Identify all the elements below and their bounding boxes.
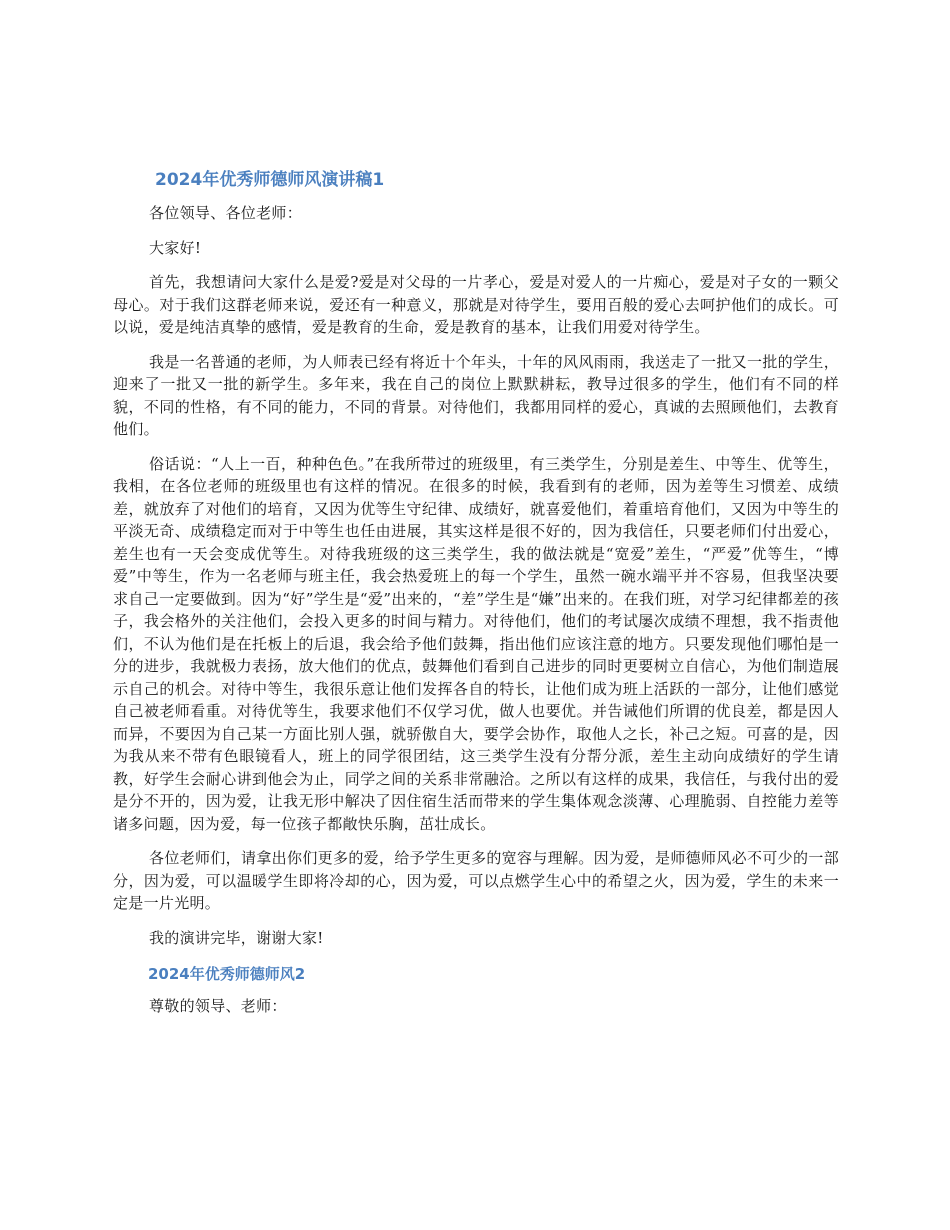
greeting: 各位领导、各位老师： [149, 204, 303, 222]
heading-speech-1: 2024年优秀师德师风演讲稿1 [155, 170, 385, 190]
closing-line: 我的演讲完毕，谢谢大家! [149, 928, 324, 947]
paragraph-4: 各位老师们，请拿出你们更多的爱，给予学生更多的宽容与理解。因为爱，是师德师风必不可少的一部分，因为爱，可以温暖学生即将冷却的心，因为爱，可以点燃学生心中的希望之火，因为爱，学生的未来一定是一片光明。 [113, 849, 839, 912]
paragraph-2: 我是一名普通的老师，为人师表已经有将近十个年头，十年的风风雨雨，我送走了一批又一批的学生，迎来了一批又一批的新学生。多年来，我在自己的岗位上默默耕耘，教导过很多的学生，他们有不同的样貌，不同的性格，有不同的能力，不同的背景。对待他们，我都用同样的爱心，真诚的去照顾他们，去教育他们。 [113, 352, 839, 438]
paragraph-1: 首先，我想请问大家什么是爱?爱是对父母的一片孝心，爱是对爱人的一片痴心，爱是对子女的一颗父母心。对于我们这群老师来说，爱还有一种意义，那就是对待学生，要用百般的爱心去呵护他们的成长。可以说，爱是纯洁真挚的感情，爱是教育的生命，爱是教育的基本，让我们用爱对待学生。 [113, 273, 839, 336]
paragraph-3: 俗话说：“人上一百，种种色色。”在我所带过的班级里，有三类学生，分别是差生、中等生、优等生，我相，在各位老师的班级里也有这样的情况。在很多的时候，我看到有的老师，因为差等生习惯差、成绩差，就放弃了对他们的培育，又因为优等生守纪律、成绩好，就喜爱他们，着重培育他们，又因为中等生的平淡无奇、成绩稳定而对于中等生也任由进展，其实这样是很不好的，因为我信任，只要老师们付出爱心，差生也有一天会变成优等生。对待我班级的这三类学生，我的做法就是“宽爱”差生，“严爱”优等生，“博爱”中等生，作为一名老师与班主任，我会热爱班上的每一个学生，虽然一碗水端平并不容易，但我坚决要求自己一定要做到。因为“好”学生是“爱”出来的，“差”学生是“嫌”出来的。在我们班，对学习纪律都差的孩子，我会格外的关注他们，会投入更多的时间与精力。对待他们，他们的考试屡次成绩不理想，我不指责他们，不认为他们是在托板上的后退，我会给予他们鼓舞，指出他们应该注意的地方。只要发现他们哪怕是一分的进步，我就极力表扬，放大他们的优点，鼓舞他们看到自己进步的同时更要树立自信心，为他们制造展示自己的机会。对待中等生，我很乐意让他们发挥各自的特长，让他们成为班上活跃的一部分，让他们感觉自己被老师看重。对待优等生，我要求他们不仅学习优，做人也要优。并告诫他们所谓的优良差，都是因人而异，不要因为自己某一方面比别人强，就骄傲自大，要学会协作，取他人之长，补己之短。可喜的是，因为我从来不带有色眼镜看人，班上的同学很团结，这三类学生没有分帮分派，差生主动向成绩好的学生请教，好学生会耐心讲到他会为止，同学之间的关系非常融洽。之所以有这样的成果，我信任，与我付出的爱是分不开的，因为爱，让我无形中解决了因住宿生活而带来的学生集体观念淡薄、心理脆弱、自控能力差等诸多问题，因为爱，每一位孩子都敞快乐胸，茁壮成长。 [113, 454, 839, 833]
heading-speech-2: 2024年优秀师德师风2 [148, 965, 306, 983]
document-body [113, 166, 839, 1018]
greeting-2: 尊敬的领导、老师： [149, 997, 287, 1015]
salutation: 大家好! [149, 238, 202, 257]
